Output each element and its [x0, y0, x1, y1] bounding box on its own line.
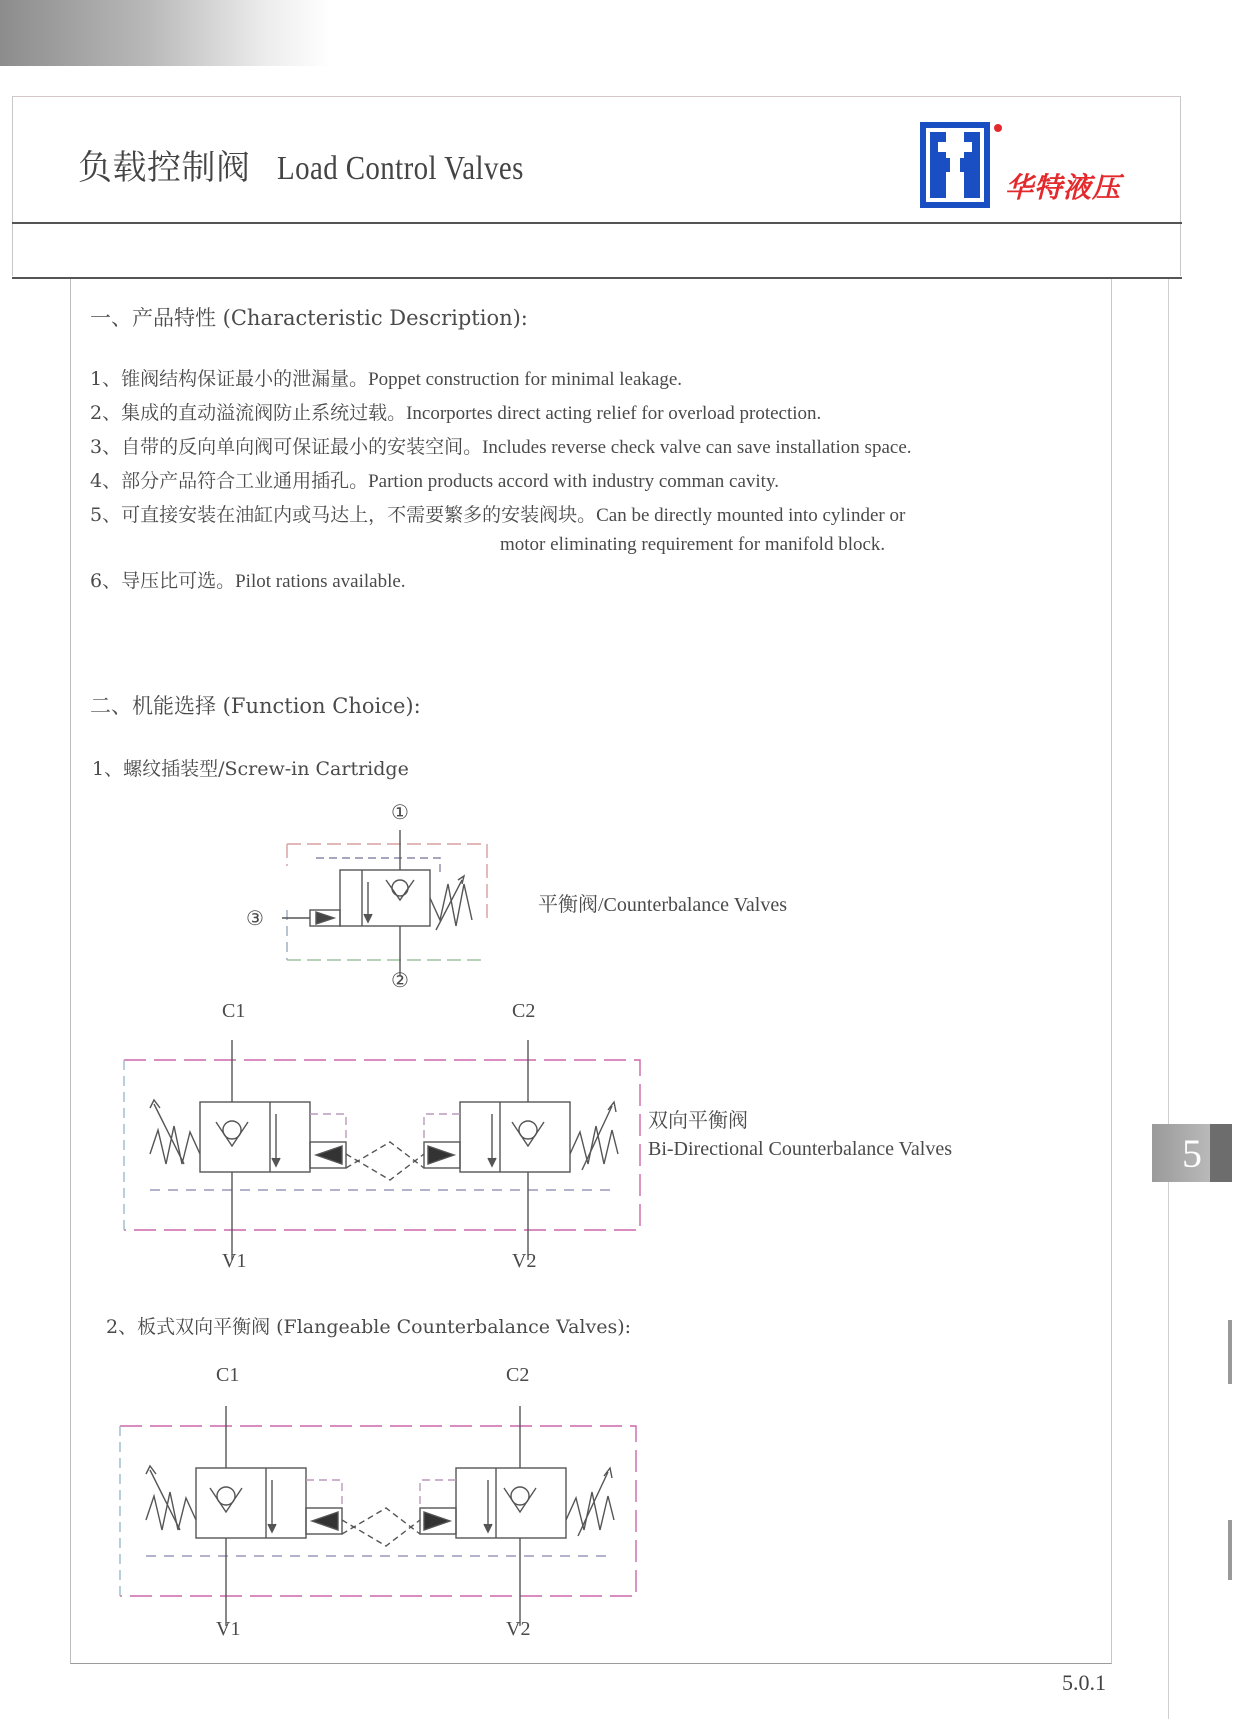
- feature-4-en: Partion products accord with industry comman cavity.: [368, 471, 779, 492]
- subsection-flangeable: 2、板式双向平衡阀 (Flangeable Counterbalance Valves):: [106, 1316, 632, 1338]
- page-title: [78, 140, 567, 189]
- feature-5: [90, 500, 905, 527]
- feature-3-cn: 3、自带的反向单向阀可保证最小的安装空间。: [90, 436, 483, 458]
- feature-5-en: Can be directly mounted into cylinder or: [596, 505, 906, 526]
- feature-2-en: Incorportes direct acting relief for overload protection.: [406, 403, 822, 424]
- feature-1: [90, 364, 682, 391]
- feature-6-cn: 6、导压比可选。: [90, 570, 236, 592]
- port-2-label: ②: [391, 970, 409, 992]
- feature-1-en: Poppet construction for minimal leakage.: [368, 369, 683, 390]
- flangeable-diagram: [116, 1396, 656, 1636]
- scan-shadow: [0, 0, 330, 66]
- c2-label: C2: [512, 1000, 536, 1022]
- brand-logo-icon: [920, 122, 990, 208]
- section2-heading: 二、机能选择 (Function Choice):: [90, 694, 421, 718]
- feature-2: [90, 398, 821, 425]
- frame-top-line: [12, 96, 1180, 97]
- bidirectional-label-cn: 双向平衡阀: [648, 1110, 748, 1132]
- feature-3: [90, 432, 912, 459]
- feature-4-cn: 4、部分产品符合工业通用插孔。: [90, 470, 369, 492]
- feature-3-en: Includes reverse check valve can save installation space.: [482, 437, 912, 458]
- frame-left-line: [12, 96, 13, 276]
- title-cn: 负载控制阀: [78, 148, 251, 188]
- flange-v1-label: V1: [216, 1618, 241, 1640]
- chapter-tab: 5: [1152, 1124, 1232, 1182]
- feature-1-cn: 1、锥阀结构保证最小的泄漏量。: [90, 368, 369, 390]
- feature-6-en: Pilot rations available.: [235, 571, 406, 592]
- frame-right-line: [1180, 96, 1181, 276]
- bidirectional-diagram: [120, 1030, 660, 1270]
- feature-4: [90, 466, 779, 493]
- port-1-label: ①: [391, 802, 409, 824]
- flange-c1-label: C1: [216, 1364, 240, 1386]
- subsection-screw-in: 1、螺纹插装型/Screw-in Cartridge: [92, 758, 409, 780]
- flange-c2-label: C2: [506, 1364, 530, 1386]
- scan-mark-lower: [1228, 1520, 1232, 1580]
- outer-right-line: [1168, 279, 1169, 1719]
- feature-5-continued: motor eliminating requirement for manifold block.: [500, 534, 886, 555]
- counterbalance-label: 平衡阀/Counterbalance Valves: [538, 894, 788, 916]
- chapter-tab-edge: [1210, 1124, 1232, 1182]
- feature-5-cn: 5、可直接安装在油缸内或马达上，不需要繁多的安装阀块。: [90, 504, 597, 526]
- port-3-label: ③: [246, 908, 264, 930]
- feature-2-cn: 2、集成的直动溢流阀防止系统过载。: [90, 402, 407, 424]
- scan-mark: [1228, 1320, 1232, 1384]
- header-rule: [12, 222, 1182, 224]
- flange-v2-label: V2: [506, 1618, 531, 1640]
- c1-label: C1: [222, 1000, 246, 1022]
- brand-name: 华特液压: [1005, 171, 1122, 204]
- v1-label: V1: [222, 1250, 247, 1272]
- page-number: 5.0.1: [1062, 1670, 1106, 1695]
- v2-label: V2: [512, 1250, 537, 1272]
- section1-heading: 一、产品特性 (Characteristic Description):: [90, 306, 528, 330]
- title-en: Load Control Valves: [276, 150, 524, 187]
- feature-6: [90, 566, 406, 593]
- bidirectional-label-en: Bi-Directional Counterbalance Valves: [648, 1138, 952, 1160]
